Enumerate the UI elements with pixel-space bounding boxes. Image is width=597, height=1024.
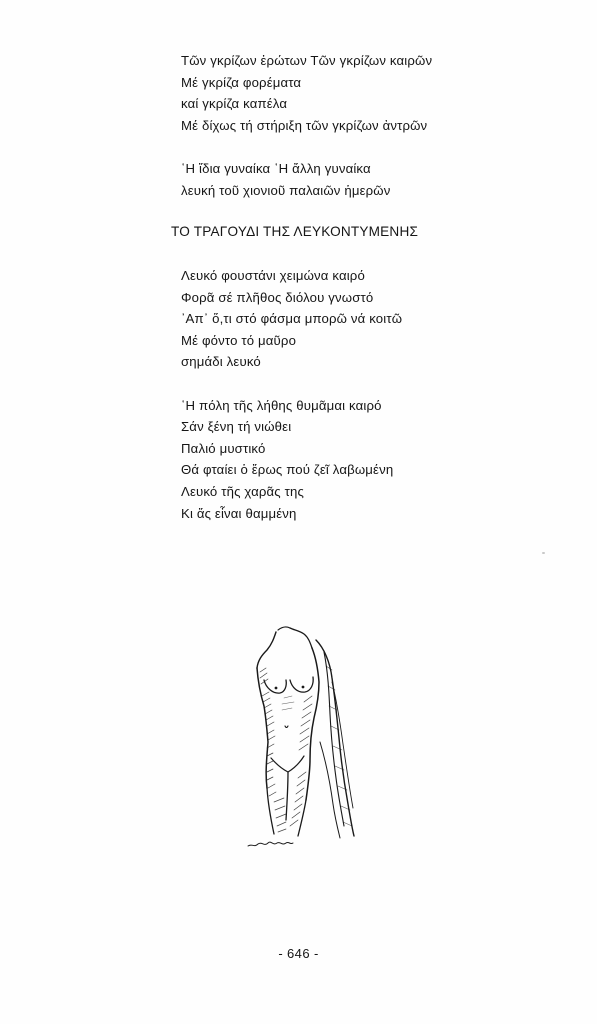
- poem-line: Τῶν γκρίζων ἐρώτων Τῶν γκρίζων καιρῶν: [181, 53, 433, 68]
- poem-line: ῾Η πόλη τῆς λήθης θυμᾶμαι καιρό: [181, 397, 382, 413]
- paper-speck: [542, 552, 545, 554]
- poem-line: Κι ἄς εἶναι θαμμένη: [181, 505, 297, 521]
- poem-line: λευκή τοῦ χιονιοῦ παλαιῶν ἡμερῶν: [181, 182, 391, 198]
- poem-line: Μέ φόντο τό μαῦρο: [181, 332, 297, 348]
- page-number: - 646 -: [278, 946, 319, 961]
- poem-line: σημάδι λευκό: [181, 354, 261, 370]
- poem-line: Παλιό μυστικό: [181, 440, 266, 456]
- poem-line: ῾Η ἴδια γυναίκα ῾Η ἄλλη γυναίκα: [181, 160, 371, 176]
- poem-line: Θά φταίει ὁ ἔρως πού ζεῖ λαβωμένη: [181, 462, 394, 478]
- poem-line: Σάν ξένη τή νιώθει: [181, 419, 292, 435]
- stanza-break: [181, 136, 481, 158]
- stanza-break: [181, 373, 481, 395]
- poem-line: Λευκό τῆς χαρᾶς της: [181, 483, 304, 499]
- poem-line: ᾿Απ᾿ ὅ,τι στό φάσμα μπορῶ νά κοιτῶ: [181, 311, 403, 327]
- poem-stanzas-part-2: [181, 265, 481, 524]
- poem-line: Μέ γκρίζα φορέματα: [181, 74, 302, 90]
- poem-line: καί γκρίζα καπέλα: [181, 96, 288, 112]
- poem-line: Μέ δίχως τή στήριξη τῶν γκρίζων ἀντρῶν: [181, 117, 428, 133]
- poem-line: Φορᾶ σέ πλῆθος διόλου γνωστό: [181, 289, 374, 305]
- poem-stanzas-part-1: [181, 50, 481, 201]
- poem-title: ΤΟ ΤΡΑΓΟΥΔΙ ΤΗΣ ΛΕΥΚΟΝΤΥΜΕΝΗΣ: [171, 224, 419, 239]
- poem-line: Λευκό φουστάνι χειμώνα καιρό: [181, 268, 365, 283]
- female-torso-sketch-icon: [240, 622, 364, 852]
